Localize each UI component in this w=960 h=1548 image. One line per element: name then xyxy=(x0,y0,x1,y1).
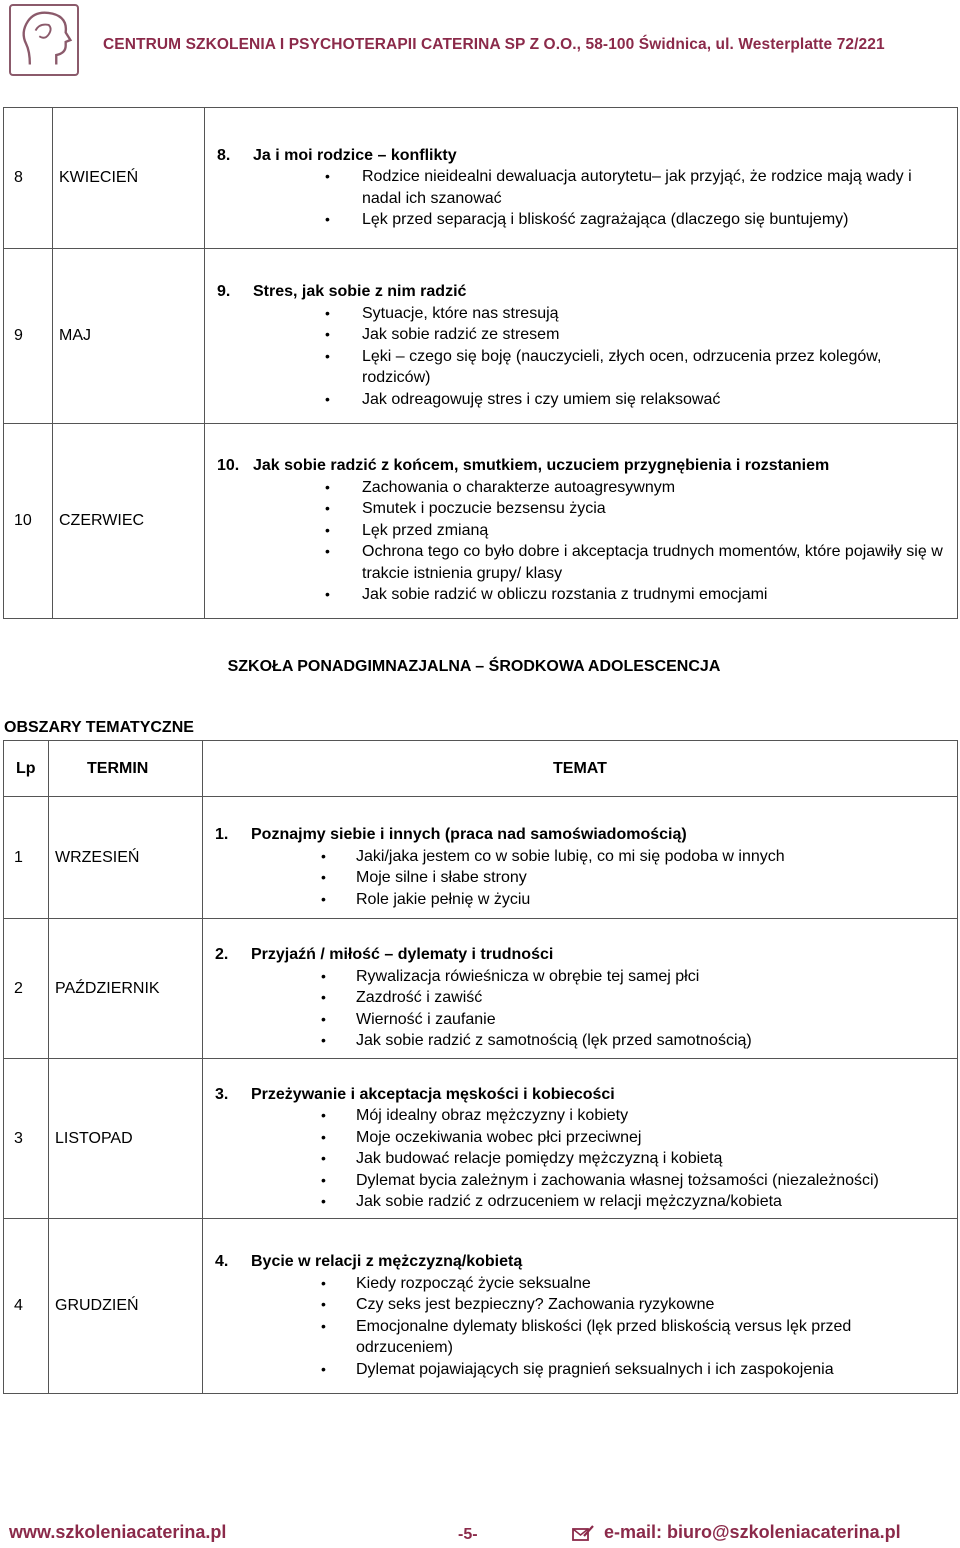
row-term: WRZESIEŃ xyxy=(49,797,203,919)
page-header xyxy=(0,0,960,80)
topic-title xyxy=(215,1251,949,1273)
topic-number: 9. xyxy=(217,283,231,300)
table-row xyxy=(4,1059,958,1219)
row-term: MAJ xyxy=(53,249,205,424)
row-number: 2 xyxy=(4,919,49,1059)
row-number: 9 xyxy=(4,249,53,424)
list-item: • Moje oczekiwania wobec płci przeciwnej xyxy=(215,1127,949,1149)
list-item: • Moje silne i słabe strony xyxy=(215,867,949,889)
list-item: • Jak sobie radzić z samotnością (lęk przed samotnością) xyxy=(215,1030,949,1052)
table-row xyxy=(4,1219,958,1394)
topic-number: 1. xyxy=(215,826,229,843)
row-topic xyxy=(205,249,958,424)
topic-items-list xyxy=(215,846,949,911)
list-item: • Lęki – czego się boję (nauczycieli, złych ocen, odrzucenia przez kolegów, rodziców) xyxy=(217,346,949,389)
topic-items-list xyxy=(217,477,949,606)
table-row xyxy=(4,919,958,1059)
topic-title-text: Poznajmy siebie i innych (praca nad samoświadomością) xyxy=(251,826,687,843)
row-number: 3 xyxy=(4,1059,49,1219)
list-item: • Jaki/jaka jestem co w sobie lubię, co mi się podoba w innych xyxy=(215,846,949,868)
list-item: • Kiedy rozpocząć życie seksualne xyxy=(215,1273,949,1295)
list-item: • Lęk przed separacją i bliskość zagrażająca (dlaczego się buntujemy) xyxy=(217,209,949,231)
thematic-areas-table xyxy=(3,740,958,1394)
row-number: 10 xyxy=(4,424,53,619)
topic-items-list xyxy=(215,966,949,1052)
header-company-text: CENTRUM SZKOLENIA I PSYCHOTERAPII CATERINA SP Z O.O., 58-100 Świdnica, ul. Westerplatte 72/221 xyxy=(103,36,885,53)
list-item: • Sytuacje, które nas stresują xyxy=(217,303,949,325)
list-item: • Zachowania o charakterze autoagresywnym xyxy=(217,477,949,499)
topic-title xyxy=(217,281,949,303)
row-topic xyxy=(205,424,958,619)
topic-title-text: Bycie w relacji z mężczyzną/kobietą xyxy=(251,1253,523,1270)
topic-title-text: Stres, jak sobie z nim radzić xyxy=(253,283,467,300)
topic-number: 3. xyxy=(215,1085,229,1103)
schedule-table-continued xyxy=(3,107,958,619)
topic-title xyxy=(217,145,949,167)
topic-number: 8. xyxy=(217,146,231,164)
list-item: • Ochrona tego co było dobre i akceptacja trudnych momentów, które pojawiły się w trakcie istnienia grupy/ klasy xyxy=(217,541,949,584)
topic-title-text: Przeżywanie i akceptacja męskości i kobiecości xyxy=(251,1085,615,1103)
topic-title xyxy=(217,455,949,477)
row-topic xyxy=(203,1219,958,1394)
table-row xyxy=(4,797,958,919)
row-topic xyxy=(203,1059,958,1219)
topic-title-text: Ja i moi rodzice – konflikty xyxy=(253,146,457,164)
topic-items-list xyxy=(217,166,949,231)
email-link[interactable]: e-mail: biuro@szkoleniacaterina.pl xyxy=(604,1522,901,1542)
list-item: • Jak sobie radzić ze stresem xyxy=(217,324,949,346)
row-topic xyxy=(203,919,958,1059)
list-item: • Lęk przed zmianą xyxy=(217,520,949,542)
website-link[interactable]: www.szkoleniacaterina.pl xyxy=(9,1522,227,1542)
topic-number: 2. xyxy=(215,946,229,964)
row-number: 8 xyxy=(4,108,53,249)
list-item: • Jak budować relacje pomiędzy mężczyzną i kobietą xyxy=(215,1148,949,1170)
topic-title xyxy=(215,1084,949,1106)
list-item: • Zazdrość i zawiść xyxy=(215,987,949,1009)
table-row xyxy=(4,424,958,619)
list-item: • Jak sobie radzić z odrzuceniem w relacji mężczyzna/kobieta xyxy=(215,1191,949,1213)
header-termin: TERMIN xyxy=(49,741,203,797)
row-term: KWIECIEŃ xyxy=(53,108,205,249)
list-item: • Dylemat bycia zależnym i zachowania własnej tożsamości (niezależności) xyxy=(215,1170,949,1192)
topic-items-list xyxy=(217,303,949,411)
list-item: • Role jakie pełnię w życiu xyxy=(215,889,949,911)
table-header-row xyxy=(4,741,958,797)
row-topic xyxy=(203,797,958,919)
table-row xyxy=(4,108,958,249)
page-footer xyxy=(0,1522,960,1546)
head-profile-logo-icon xyxy=(9,4,79,76)
envelope-pen-icon xyxy=(572,1524,594,1542)
page-number: -5- xyxy=(458,1526,478,1543)
list-item: • Mój idealny obraz mężczyzny i kobiety xyxy=(215,1105,949,1127)
section-title: SZKOŁA PONADGIMNAZJALNA – ŚRODKOWA ADOLESCENCJA xyxy=(227,658,721,675)
topic-title xyxy=(215,824,949,846)
topic-number: 10. xyxy=(217,457,240,475)
list-item: • Rywalizacja rówieśnicza w obrębie tej samej płci xyxy=(215,966,949,988)
topic-items-list xyxy=(215,1105,949,1213)
topic-title-text: Jak sobie radzić z końcem, smutkiem, uczuciem przygnębienia i rozstaniem xyxy=(253,457,830,475)
topic-title xyxy=(215,944,949,966)
list-item: • Smutek i poczucie bezsensu życia xyxy=(217,498,949,520)
topic-number: 4. xyxy=(215,1253,229,1270)
row-term: GRUDZIEŃ xyxy=(49,1219,203,1394)
list-item: • Jak sobie radzić w obliczu rozstania z trudnymi emocjami xyxy=(217,584,949,606)
table-row xyxy=(4,249,958,424)
areas-title: OBSZARY TEMATYCZNE xyxy=(4,719,194,736)
list-item: • Rodzice nieidealni dewaluacja autorytetu– jak przyjąć, że rodzice mają wady i nadal ich szanować xyxy=(217,166,949,209)
list-item: • Emocjonalne dylematy bliskości (lęk przed bliskością versus lęk przed odrzuceniem) xyxy=(215,1316,949,1359)
list-item: • Dylemat pojawiających się pragnień seksualnych i ich zaspokojenia xyxy=(215,1359,949,1381)
list-item: • Wierność i zaufanie xyxy=(215,1009,949,1031)
topic-items-list xyxy=(215,1273,949,1381)
list-item: • Czy seks jest bezpieczny? Zachowania ryzykowne xyxy=(215,1294,949,1316)
header-lp: Lp xyxy=(4,741,49,797)
row-term: LISTOPAD xyxy=(49,1059,203,1219)
row-topic xyxy=(205,108,958,249)
row-term: PAŹDZIERNIK xyxy=(49,919,203,1059)
list-item: • Jak odreagowuję stres i czy umiem się relaksować xyxy=(217,389,949,411)
row-number: 4 xyxy=(4,1219,49,1394)
header-temat: TEMAT xyxy=(203,741,958,797)
row-term: CZERWIEC xyxy=(53,424,205,619)
row-number: 1 xyxy=(4,797,49,919)
topic-title-text: Przyjaźń / miłość – dylematy i trudności xyxy=(251,946,554,964)
